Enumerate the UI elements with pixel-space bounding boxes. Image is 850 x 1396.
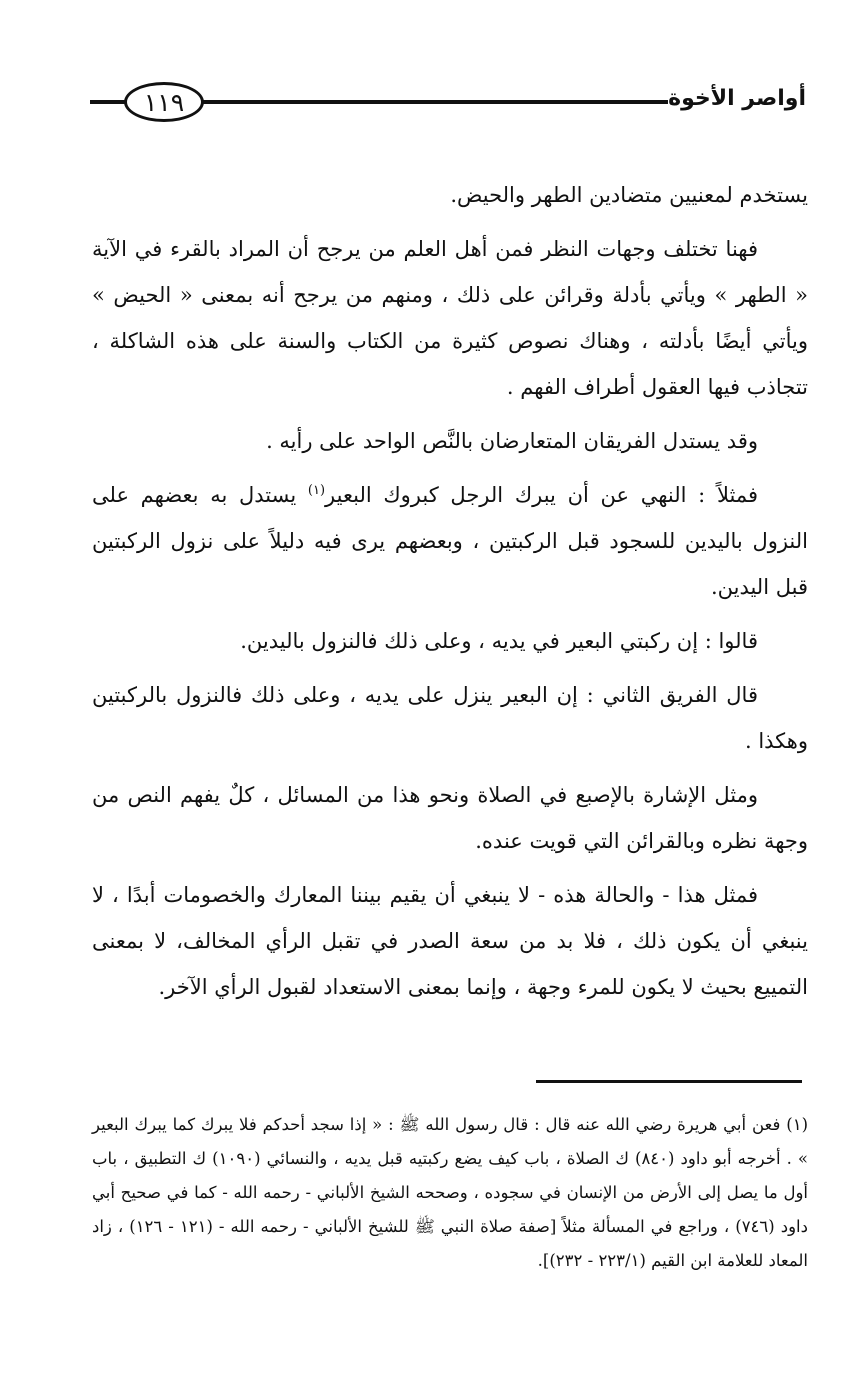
paragraph-1: يستخدم لمعنيين متضادين الطهر والحيض. [450,183,808,207]
running-title: أواصر الأخوة [668,86,806,111]
header-rule-right [198,100,668,104]
page-number: ١١٩ [124,82,204,122]
footnote-1: (١) فعن أبي هريرة رضي الله عنه قال : قال رسول الله ﷺ : « إذا سجد أحدكم فلا يبرك كما يبرك البعير » . أخرجه أبو داود (٨٤٠) ك الصلاة ، باب كيف يضع ركبتيه قبل يديه ، والنسائي (١٠٩٠) ك التطبيق ، باب أول ما يصل إلى الأرض من الإنسان في سجوده ، وصححه الشيخ الألباني - رحمه الله - كما في صحيح أبي داود (٧٤٦) ، وراجع في المسألة مثلاً [صفة صلاة النبي ﷺ للشيخ الألباني - رحمه الله - (١٢١ - ١٢٦) ، زاد المعاد للعلامة ابن القيم (٢٢٣/١ - ٢٣٢)]. [92,1115,809,1270]
footnotes [92,1108,808,1278]
footnote-reference: (١) [307,483,326,498]
paragraph-2: فهنا تختلف وجهات النظر فمن أهل العلم من يرجح أن المراد بالقرء في الآية « الطهر » ويأتي بأدلة وقرائن على ذلك ، ومنهم من يرجح أنه بمعنى « الحيض » ويأتي أيضًا بأدلته ، وهناك نصوص كثيرة من الكتاب والسنة على هذه الشاكلة ، تتجاذب فيها العقول أطراف الفهم . [92,237,808,399]
paragraph-4 [92,472,808,610]
example-continuation: يستدل به بعضهم على النزول باليدين للسجود قبل الركبتين ، وبعضهم يرى فيه دليلاً على نزول الركبتين قبل اليدين. [92,483,808,599]
paragraph-6: قال الفريق الثاني : إن البعير ينزل على يديه ، وعلى ذلك فالنزول بالركبتين وهكذا . [92,683,808,753]
paragraph-3: وقد يستدل الفريقان المتعارضان بالنَّص الواحد على رأيه . [266,429,758,453]
body-text [92,172,808,1018]
paragraph-8: فمثل هذا - والحالة هذه - لا ينبغي أن يقيم بيننا المعارك والخصومات أبدًا ، لا ينبغي أن يكون ذلك ، فلا بد من سعة الصدر في تقبل الرأي المخالف، لا بمعنى التمييع بحيث لا يكون للمرء وجهة ، وإنما بمعنى الاستعداد لقبول الرأي الآخر. [92,883,808,999]
page-header [86,78,808,128]
footnote-separator [536,1080,802,1083]
paragraph-7: ومثل الإشارة بالإصبع في الصلاة ونحو هذا من المسائل ، كلٌ يفهم النص من وجهة نظره وبالقرائن التي قويت عنده. [92,783,808,853]
paragraph-5: قالوا : إن ركبتي البعير في يديه ، وعلى ذلك فالنزول باليدين. [240,629,758,653]
example-lead: فمثلاً : النهي عن أن يبرك الرجل كبروك البعير [325,483,758,507]
